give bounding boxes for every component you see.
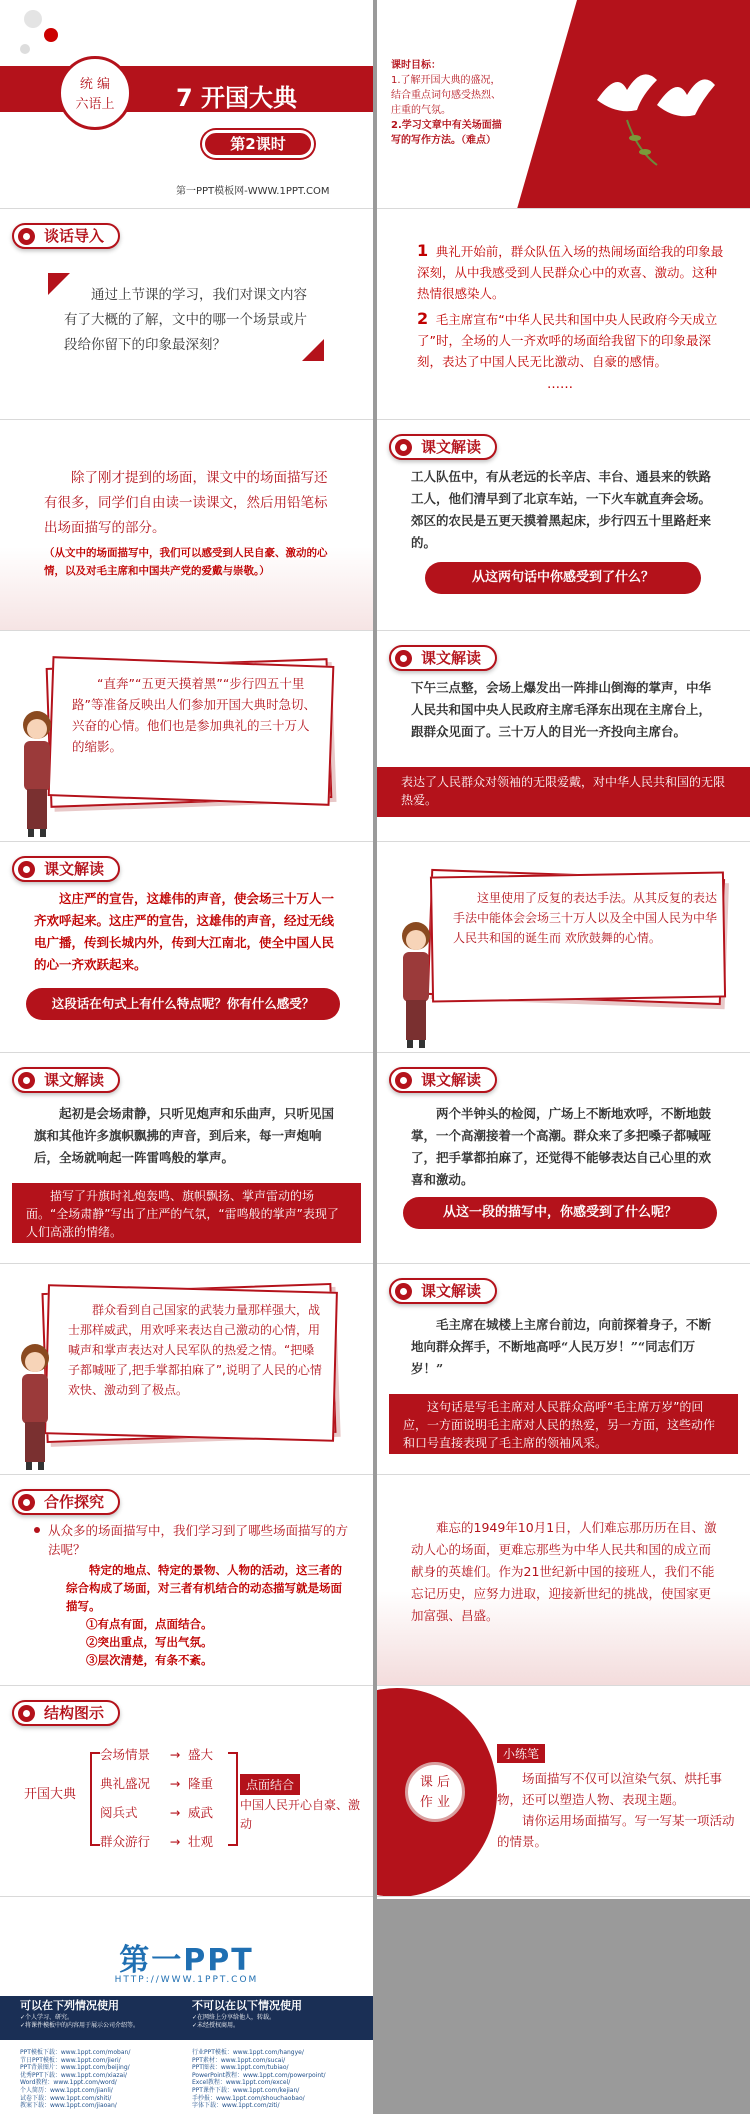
question-pill[interactable]: 从这一段的描写中，你感受到了什么呢？ [403,1197,717,1229]
link-item[interactable]: 优秀PPT下载：www.1ppt.com/xiazai/ [20,2071,127,2079]
structure-item: 阅兵式 [100,1805,138,1820]
homework-circle: 课 后 作 业 [405,1762,465,1822]
link-item[interactable]: 个人简历：www.1ppt.com/jianli/ [20,2086,113,2094]
teacher-icon [389,918,443,1048]
structure-item: 群众游行 [100,1834,151,1849]
link-item[interactable]: PPT课件下载：www.1ppt.com/kejian/ [192,2086,300,2094]
structure-item: 会场情景 [100,1747,151,1762]
link-item[interactable]: 教案下载：www.1ppt.com/jiaoan/ [20,2102,117,2110]
section-tag: 合作探究 [12,1489,120,1515]
link-item[interactable]: PPT模板下载：www.1ppt.com/moban/ [20,2049,131,2056]
slide-3-intro[interactable] [0,211,373,420]
slide-2-goals[interactable]: 课时目标： 1.了解开国大典的盛况，结合重点词句感受热烈、庄重的气氛。 2.学习文章中有关场面描写的写作方法。（难点） [377,0,750,209]
slide-5-task[interactable]: 除了刚才提到的场面，课文中的场面描写还有很多，同学们自由读一读课文，然后用铅笔标出场面描写的部分。 （从文中的场面描写中，我们可以感受到人民自豪、激动的心情，以及对毛主席和中国共产党的爱戴与崇敬。） [0,422,373,631]
link-item[interactable]: PowerPoint教程：www.1ppt.com/powerpoint/ [192,2071,326,2079]
link-item[interactable]: PPT背景图片：www.1ppt.com/beijing/ [20,2064,130,2072]
usage-line: ✓未经授权商用。 [192,2022,240,2029]
slide-1-title[interactable] [0,0,373,209]
link-item[interactable]: Excel教程：www.1ppt.com/excel/ [192,2079,291,2087]
section-tag: 课文解读 [389,1067,497,1093]
arrow-icon: → [169,1776,181,1791]
slide-17-structure[interactable]: 结构图示 开国大典 会场情景 → 盛大 典礼盛况 → 隆重 阅兵式 → 威武 群众游行 → 壮观 点面结合 中国人民开心自豪、激动 [0,1688,373,1897]
slide-8-reading[interactable]: 课文解读 下午三点整，会场上爆发出一阵排山倒海的掌声，中华人民共和国中央人民政府主席毛泽东出现在主席台上，跟群众见面了。三十万人的目光一齐投向主席台。 表达了人民群众对领袖的无限爱戴，对中华人民共和国的无限热爱。 [377,633,750,842]
doves-icon [587,60,717,170]
link-item[interactable]: PPT图表：www.1ppt.com/tubiao/ [192,2064,289,2072]
slide-12-reading[interactable]: 课文解读 两个半钟头的检阅，广场上不断地欢呼，不断地鼓掌，一个高潮接着一个高潮。群众来了多把嗓子都喊哑了，把手掌都拍麻了，还觉得不能够表达自己心里的欢喜和激动。 从这一段的描写中，你感受到了什么呢？ [377,1055,750,1264]
structure-rows [100,1740,230,1856]
section-tag: 谈话导入 [12,223,120,249]
slide-16-conclusion[interactable]: 难忘的1949年10月1日，人们难忘那历历在目、激动人心的场面，更难忘那些为中华人民共和国的成立而献身的英雄们。作为21世纪新中国的接班人，我们不能忘记历史，应努力进取，迎接新世纪的挑战，使国家更加富强、昌盛。 [377,1477,750,1686]
slide-7-analysis[interactable]: “直奔”“五更天摸着黑”“步行四五十里路”等准备反映出人们参加开国大典时急切、兴奋的心情。他们也是参加典礼的三十万人的缩影。 [0,633,373,842]
usage-line: ✓在网络上分享给他人，转载。 [192,2014,276,2021]
slide-11-reading[interactable]: 课文解读 起初是会场肃静，只听见炮声和乐曲声，只听见国旗和其他许多旗帜飘拂的声音，到后来，每一声炮响后，全场就响起一阵雷鸣般的掌声。 描写了升旗时礼炮轰鸣、旗帜飘扬、掌声雷动的场面。“全场肃静”写出了庄严的气氛，“雷鸣般的掌声”表现了人们高涨的情绪。 [0,1055,373,1264]
period-badge: 第2课时 [202,130,314,158]
slide-6-reading[interactable]: 课文解读 工人队伍中，有从老远的长辛店、丰台、通县来的铁路工人，他们清早到了北京车站，一下火车就直奔会场。郊区的农民是五更天摸着黑起床，步行四五十里路赶来的。 从这两句话中你感受到了什么？ [377,422,750,631]
link-item[interactable]: 节日PPT模板：www.1ppt.com/jieri/ [20,2056,121,2064]
teacher-icon [8,1340,62,1470]
structure-item: 典礼盛况 [100,1776,151,1791]
section-tag: 课文解读 [389,434,497,460]
arrow-icon: → [169,1805,181,1820]
slide-10-analysis[interactable]: 这里使用了反复的表达手法。从其反复的表达手法中能体会会场三十万人以及全中国人民为中华人民共和国的诞生而 欢欣鼓舞的心情。 [377,844,750,1053]
slide-19-credits[interactable]: 第一PPT HTTP://WWW.1PPT.COM 可以在下列情况使用 ✓个人学习、研究。 ✓将课件模板中的内容用于展示公司介绍等。 不可以在以下情况使用 ✓在网络上分享给他人，转载。 ✓未经授权商用。 PPT模板下载：www.1ppt.com/moban/ 节日PPT模板：www.1ppt.com/jieri/ PPT背景图片：www.1ppt.com/beijing/ 优秀PPT下载：www.1ppt.com/xiazai/ Word教程：www.1ppt.com/word/ 个人简历：www.1ppt.com/jianli/ 试卷下载：www.1ppt.com/shiti/ 教案下载：www.1ppt.com/jiaoan/ 行业PPT模板：www.1ppt.com/hangye/ PPT素材：www.1ppt.com/sucai/ PPT图表：www.1ppt.com/tubiao/ PowerPoint教程：www.1ppt.com/powerpoint/ Excel教程：www.1ppt.com/excel/ PPT课件下载：www.1ppt.com/kejian/ 手抄报：www.1ppt.com/shouchaobao/ 字体下载：www.1ppt.com/ziti/ [0,1899,373,2114]
link-item[interactable]: Word教程：www.1ppt.com/word/ [20,2079,117,2087]
link-item[interactable]: 字体下载：www.1ppt.com/ziti/ [192,2102,280,2110]
section-tag: 结构图示 [12,1700,120,1726]
teacher-icon [10,707,64,837]
edition-badge: 统 编 六语上 [58,56,132,130]
slide-15-explore[interactable]: 合作探究 从众多的场面描写中，我们学习到了哪些场面描写的方法呢？ 特定的地点、特定的景物、人物的活动，这三者的综合构成了场面，对三者有机结合的动态描写就是场面描写。 ①有点有面，点面结合。 ②突出重点，写出气氛。 ③层次清楚，有条不紊。 [0,1477,373,1686]
section-tag: 课文解读 [12,1067,120,1093]
question-pill[interactable]: 从这两句话中你感受到了什么？ [425,562,701,594]
arrow-icon: → [169,1834,181,1849]
arrow-icon: → [169,1747,181,1762]
links-left [20,2049,180,2110]
section-tag: 课文解读 [389,1278,497,1304]
structure-row [100,1827,230,1856]
slide-14-reading[interactable]: 课文解读 毛主席在城楼上主席台前边，向前探着身子，不断地向群众挥手，不断地高呼“人民万岁！”“同志们万岁！” 这句话是写毛主席对人民群众高呼“毛主席万岁”的回应，一方面说明毛主席对人民的热爱，另一方面，这些动作和口号直接表现了毛主席的领袖风采。 [377,1266,750,1475]
structure-trait: 壮观 [188,1834,214,1849]
link-item[interactable]: PPT素材：www.1ppt.com/sucai/ [192,2056,286,2064]
structure-row [100,1740,230,1769]
slide-18-homework[interactable]: 课 后 作 业 小练笔 场面描写不仅可以渲染气氛、烘托事物，还可以塑造人物、表现主题。 请你运用场面描写。写一写某一项活动的情景。 [377,1688,750,1897]
slide-4-answers[interactable]: 1 典礼开始前，群众队伍入场的热闹场面给我的印象最深刻，从中我感受到人民群众心中的欢喜、激动。这种热情很感染人。 2 毛主席宣布“中华人民共和国中央人民政府今天成立了”时，全场的人一齐欢呼的场面给我留下的印象最深刻，表达了中国人民无比激动、自豪的感情。 …… [377,211,750,420]
link-item[interactable]: 行业PPT模板：www.1ppt.com/hangye/ [192,2049,304,2056]
structure-row [100,1798,230,1827]
intro-question: 通过上节课的学习，我们对课文内容有了大概的了解，文中的哪一个场景或片段给你留下的印象最深刻？ [64,287,307,353]
empty-panel [377,1899,750,2114]
footer-text: 第一PPT模板网-WWW.1PPT.COM [176,186,330,197]
structure-trait: 盛大 [188,1747,214,1762]
structure-trait: 隆重 [188,1776,214,1791]
site-logo: 第一PPT [119,1943,254,1978]
structure-root: 开国大典 [24,1787,77,1802]
structure-trait: 威武 [188,1805,214,1820]
usage-line: ✓个人学习、研究。 [20,2014,74,2021]
structure-row [100,1769,230,1798]
section-tag: 课文解读 [12,856,120,882]
slide-13-analysis[interactable]: 群众看到自己国家的武装力量那样强大，战士那样威武，用欢呼来表达自己激动的心情，用喊声和掌声表达对人民军队的热爱之情。“把嗓子都喊哑了,把手掌都拍麻了”,说明了人民的心情欢快、激动到了极点。 [0,1266,373,1475]
link-item[interactable]: 试卷下载：www.1ppt.com/shiti/ [20,2094,112,2102]
section-tag: 课文解读 [389,645,497,671]
slide-9-reading[interactable]: 课文解读 这庄严的宣告，这雄伟的声音，使会场三十万人一齐欢呼起来。这庄严的宣告，这雄伟的声音，经过无线电广播，传到长城内外，传到大江南北，使全中国人民的心一齐欢跃起来。 这段话在句式上有什么特点呢？你有什么感受？ [0,844,373,1053]
question-pill[interactable]: 这段话在句式上有什么特点呢？你有什么感受？ [26,988,340,1020]
links-right [192,2049,362,2110]
lesson-title: 7 开国大典 [176,84,298,112]
usage-line: ✓将课件模板中的内容用于展示公司介绍等。 [20,2022,140,2029]
link-item[interactable]: 手抄报：www.1ppt.com/shouchaobao/ [192,2094,305,2102]
